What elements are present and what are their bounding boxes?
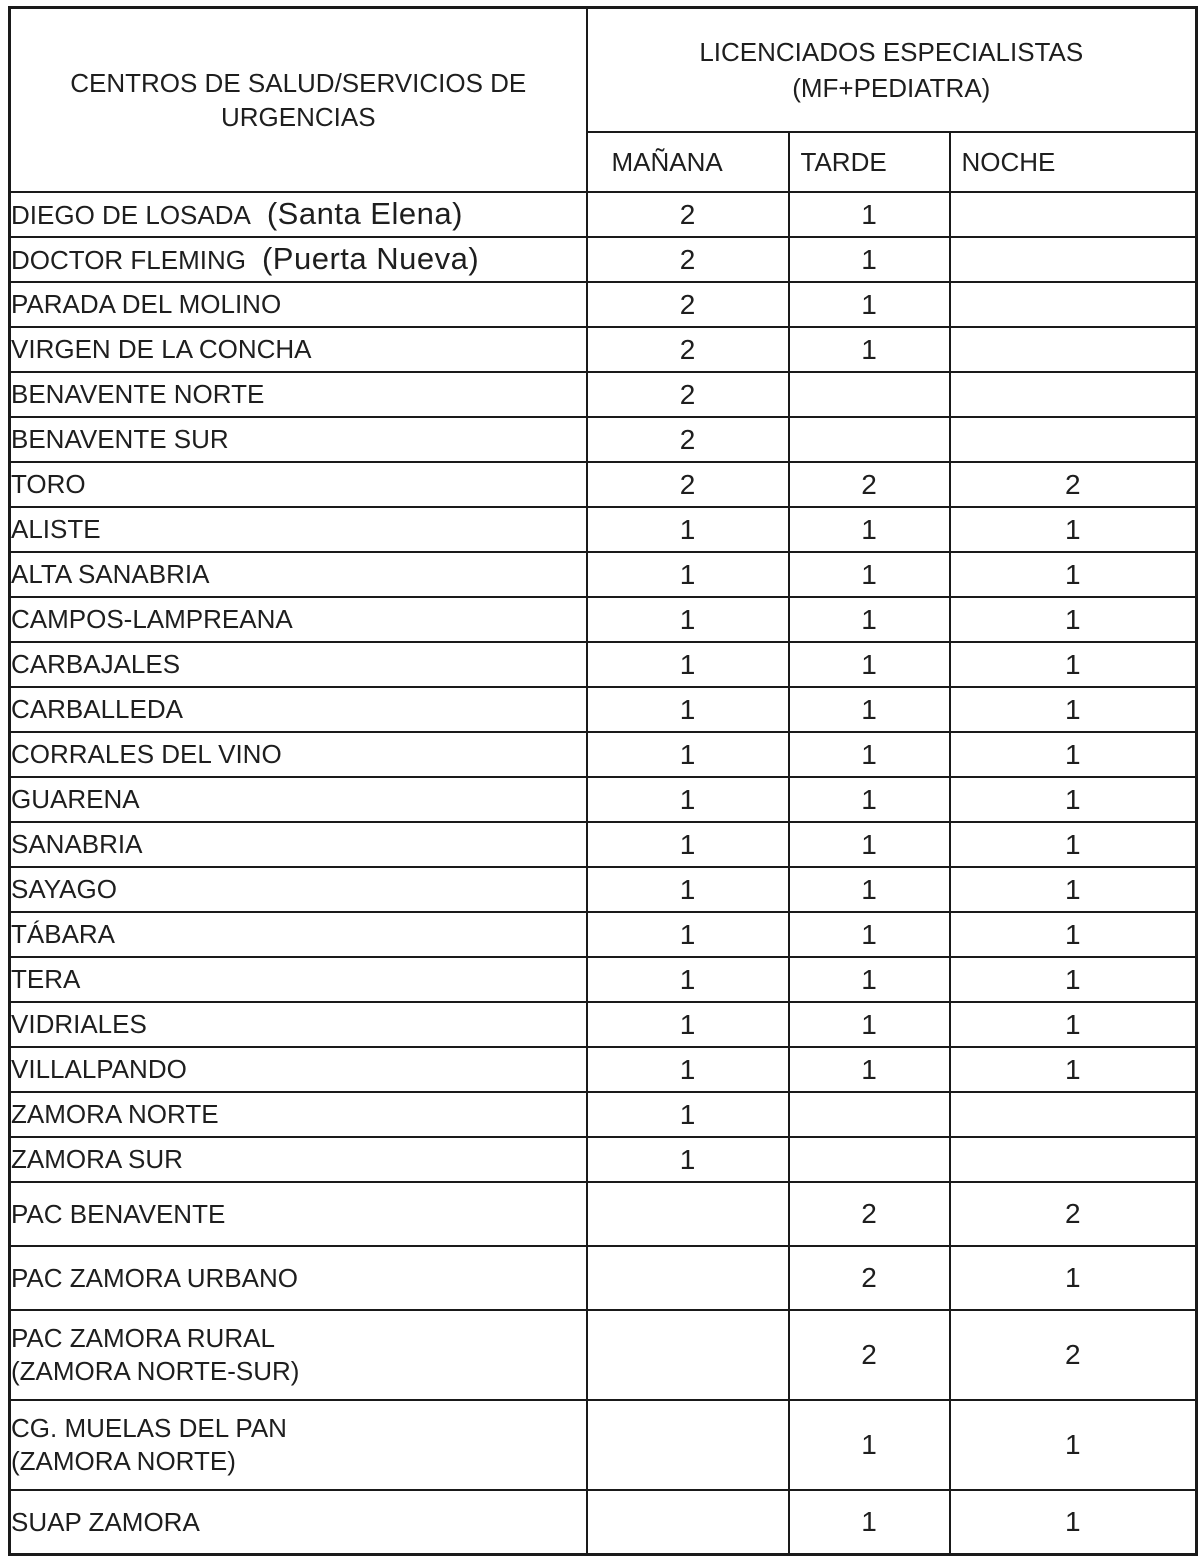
- table-row: [10, 462, 1197, 507]
- center-name-cell: [10, 912, 587, 957]
- tarde-count-cell: [789, 372, 950, 417]
- noche-count-cell: 1: [950, 597, 1197, 642]
- center-name: CAMPOS-LAMPREANA: [11, 604, 293, 634]
- manana-count-cell: 2: [587, 237, 789, 282]
- center-name-cell: [10, 1092, 587, 1137]
- center-name: CORRALES DEL VINO: [11, 739, 282, 769]
- center-name: GUARENA: [11, 784, 140, 814]
- manana-count-cell: 1: [587, 1092, 789, 1137]
- table-row: [10, 1002, 1197, 1047]
- table-row: [10, 732, 1197, 777]
- noche-count-cell: [950, 192, 1197, 237]
- center-name: ZAMORA SUR: [11, 1144, 183, 1174]
- table-row: [10, 687, 1197, 732]
- center-name-cell: [10, 1246, 587, 1310]
- manana-count-cell: 1: [587, 732, 789, 777]
- noche-count-cell: 1: [950, 732, 1197, 777]
- table-row: [10, 957, 1197, 1002]
- tarde-count-cell: 1: [789, 192, 950, 237]
- table-row: [10, 282, 1197, 327]
- tarde-count-cell: 1: [789, 867, 950, 912]
- center-name-cell: [10, 1310, 587, 1400]
- manana-count-cell: 2: [587, 462, 789, 507]
- table-row: [10, 867, 1197, 912]
- header-row-group: [10, 8, 1197, 133]
- noche-count-cell: [950, 372, 1197, 417]
- tarde-count-cell: 1: [789, 732, 950, 777]
- center-name: BENAVENTE NORTE: [11, 379, 265, 409]
- center-name-cell: [10, 1047, 587, 1092]
- table-row: [10, 642, 1197, 687]
- column-header-tarde: TARDE: [789, 132, 950, 192]
- center-name: VIDRIALES: [11, 1009, 147, 1039]
- table-row: [10, 1310, 1197, 1400]
- table-row: [10, 822, 1197, 867]
- center-name: CARBALLEDA: [11, 694, 183, 724]
- center-name: CARBAJALES: [11, 649, 181, 679]
- tarde-count-cell: 1: [789, 1047, 950, 1092]
- tarde-count-cell: 1: [789, 552, 950, 597]
- column-header-manana: MAÑANA: [587, 132, 789, 192]
- tarde-count-cell: 2: [789, 1182, 950, 1246]
- center-name-cell: [10, 777, 587, 822]
- manana-count-cell: 1: [587, 1002, 789, 1047]
- manana-count-cell: 1: [587, 507, 789, 552]
- tarde-count-cell: 1: [789, 327, 950, 372]
- manana-count-cell: [587, 1490, 789, 1555]
- tarde-count-cell: 1: [789, 597, 950, 642]
- table-row: [10, 1047, 1197, 1092]
- center-name-cell: [10, 1182, 587, 1246]
- manana-count-cell: 1: [587, 597, 789, 642]
- noche-count-cell: 2: [950, 1310, 1197, 1400]
- center-name: SAYAGO: [11, 874, 117, 904]
- noche-count-cell: 1: [950, 642, 1197, 687]
- center-name: PAC BENAVENTE: [11, 1198, 226, 1229]
- table-row: [10, 192, 1197, 237]
- center-name-note: (Santa Elena): [266, 196, 463, 231]
- manana-count-cell: 2: [587, 282, 789, 327]
- center-name-cell: [10, 507, 587, 552]
- noche-count-cell: 1: [950, 1047, 1197, 1092]
- tarde-count-cell: 1: [789, 777, 950, 822]
- manana-count-cell: 1: [587, 687, 789, 732]
- center-name-cell: [10, 462, 587, 507]
- tarde-count-cell: 1: [789, 1400, 950, 1490]
- tarde-count-cell: 1: [789, 957, 950, 1002]
- center-name-cell: [10, 282, 587, 327]
- manana-count-cell: 1: [587, 1137, 789, 1182]
- manana-count-cell: [587, 1182, 789, 1246]
- center-name: ALISTE: [11, 514, 101, 544]
- noche-count-cell: [950, 237, 1197, 282]
- table-row: [10, 1092, 1197, 1137]
- noche-count-cell: 1: [950, 507, 1197, 552]
- noche-count-cell: 1: [950, 552, 1197, 597]
- noche-count-cell: 1: [950, 687, 1197, 732]
- center-name: TERA: [11, 964, 81, 994]
- column-header-licenciados: [587, 8, 1197, 133]
- manana-count-cell: 1: [587, 912, 789, 957]
- noche-count-cell: [950, 417, 1197, 462]
- manana-count-cell: [587, 1246, 789, 1310]
- manana-count-cell: 2: [587, 417, 789, 462]
- center-name-cell: [10, 1002, 587, 1047]
- manana-count-cell: 1: [587, 552, 789, 597]
- tarde-count-cell: [789, 1092, 950, 1137]
- center-name-cell: [10, 327, 587, 372]
- noche-count-cell: [950, 1137, 1197, 1182]
- center-name-cell: [10, 417, 587, 462]
- center-name-cell: [10, 552, 587, 597]
- center-name-cell: [10, 822, 587, 867]
- center-name: TÁBARA: [11, 919, 116, 949]
- column-header-centros-label: CENTROS DE SALUD/SERVICIOS DE URGENCIAS: [70, 68, 527, 132]
- center-name-line2: (ZAMORA NORTE): [11, 1446, 236, 1476]
- manana-count-cell: 1: [587, 1047, 789, 1092]
- center-name-cell: [10, 372, 587, 417]
- tarde-count-cell: 1: [789, 822, 950, 867]
- center-name: DOCTOR FLEMING: [11, 245, 246, 275]
- center-name: SUAP ZAMORA: [11, 1506, 200, 1537]
- tarde-count-cell: 2: [789, 1246, 950, 1310]
- tarde-count-cell: 1: [789, 642, 950, 687]
- licenciados-line2: (MF+PEDIATRA): [792, 73, 991, 103]
- noche-count-cell: 1: [950, 957, 1197, 1002]
- tarde-count-cell: 1: [789, 687, 950, 732]
- center-name-cell: [10, 237, 587, 282]
- center-name: PAC ZAMORA URBANO: [11, 1262, 299, 1293]
- center-name: ALTA SANABRIA: [11, 559, 210, 589]
- column-header-centros: [10, 8, 587, 193]
- tarde-count-cell: 1: [789, 237, 950, 282]
- manana-count-cell: 1: [587, 867, 789, 912]
- tarde-count-cell: [789, 417, 950, 462]
- licenciados-line1: LICENCIADOS ESPECIALISTAS: [699, 37, 1084, 67]
- tarde-count-cell: 1: [789, 282, 950, 327]
- staffing-table: [8, 6, 1198, 1556]
- table-row: [10, 1246, 1197, 1310]
- table-body: [10, 192, 1197, 1555]
- center-name: VILLALPANDO: [11, 1054, 187, 1084]
- center-name-cell: [10, 597, 587, 642]
- noche-count-cell: 1: [950, 822, 1197, 867]
- center-name: PARADA DEL MOLINO: [11, 289, 282, 319]
- center-name: ZAMORA NORTE: [11, 1099, 219, 1129]
- table-row: [10, 417, 1197, 462]
- tarde-count-cell: 1: [789, 1490, 950, 1555]
- noche-count-cell: [950, 1092, 1197, 1137]
- noche-count-cell: 1: [950, 867, 1197, 912]
- table-row: [10, 597, 1197, 642]
- center-name: DIEGO DE LOSADA: [11, 200, 251, 230]
- center-name-cell: [10, 732, 587, 777]
- manana-count-cell: 1: [587, 822, 789, 867]
- center-name-cell: [10, 867, 587, 912]
- center-name: PAC ZAMORA RURAL: [11, 1323, 275, 1353]
- manana-count-cell: 1: [587, 957, 789, 1002]
- noche-count-cell: 1: [950, 1490, 1197, 1555]
- manana-count-cell: 1: [587, 777, 789, 822]
- noche-count-cell: 2: [950, 462, 1197, 507]
- center-name-cell: [10, 687, 587, 732]
- noche-count-cell: 1: [950, 1002, 1197, 1047]
- manana-count-cell: 2: [587, 372, 789, 417]
- tarde-count-cell: [789, 1137, 950, 1182]
- center-name: SANABRIA: [11, 829, 143, 859]
- table-row: [10, 372, 1197, 417]
- tarde-count-cell: 2: [789, 1310, 950, 1400]
- center-name-cell: [10, 1490, 587, 1555]
- noche-count-cell: [950, 327, 1197, 372]
- center-name-cell: [10, 1400, 587, 1490]
- tarde-count-cell: 1: [789, 912, 950, 957]
- noche-count-cell: 1: [950, 1400, 1197, 1490]
- noche-count-cell: 1: [950, 912, 1197, 957]
- manana-count-cell: 1: [587, 642, 789, 687]
- noche-count-cell: 2: [950, 1182, 1197, 1246]
- center-name: TORO: [11, 469, 86, 499]
- center-name: CG. MUELAS DEL PAN: [11, 1413, 287, 1443]
- center-name-cell: [10, 192, 587, 237]
- table-row: [10, 552, 1197, 597]
- table-row: [10, 507, 1197, 552]
- table-row: [10, 912, 1197, 957]
- table-row: [10, 1400, 1197, 1490]
- table-row: [10, 237, 1197, 282]
- table-row: [10, 1137, 1197, 1182]
- center-name-line2: (ZAMORA NORTE-SUR): [11, 1356, 300, 1386]
- center-name-note: (Puerta Nueva): [261, 241, 480, 276]
- column-header-noche: NOCHE: [950, 132, 1197, 192]
- table-row: [10, 327, 1197, 372]
- noche-count-cell: [950, 282, 1197, 327]
- center-name-cell: [10, 642, 587, 687]
- table-row: [10, 777, 1197, 822]
- center-name: BENAVENTE SUR: [11, 424, 229, 454]
- manana-count-cell: 2: [587, 327, 789, 372]
- center-name: VIRGEN DE LA CONCHA: [11, 334, 312, 364]
- center-name-cell: [10, 1137, 587, 1182]
- table-row: [10, 1182, 1197, 1246]
- noche-count-cell: 1: [950, 1246, 1197, 1310]
- manana-count-cell: 2: [587, 192, 789, 237]
- tarde-count-cell: 2: [789, 462, 950, 507]
- tarde-count-cell: 1: [789, 507, 950, 552]
- table-row: [10, 1490, 1197, 1555]
- center-name-cell: [10, 957, 587, 1002]
- document-page: [0, 6, 1200, 1537]
- manana-count-cell: [587, 1400, 789, 1490]
- tarde-count-cell: 1: [789, 1002, 950, 1047]
- manana-count-cell: [587, 1310, 789, 1400]
- noche-count-cell: 1: [950, 777, 1197, 822]
